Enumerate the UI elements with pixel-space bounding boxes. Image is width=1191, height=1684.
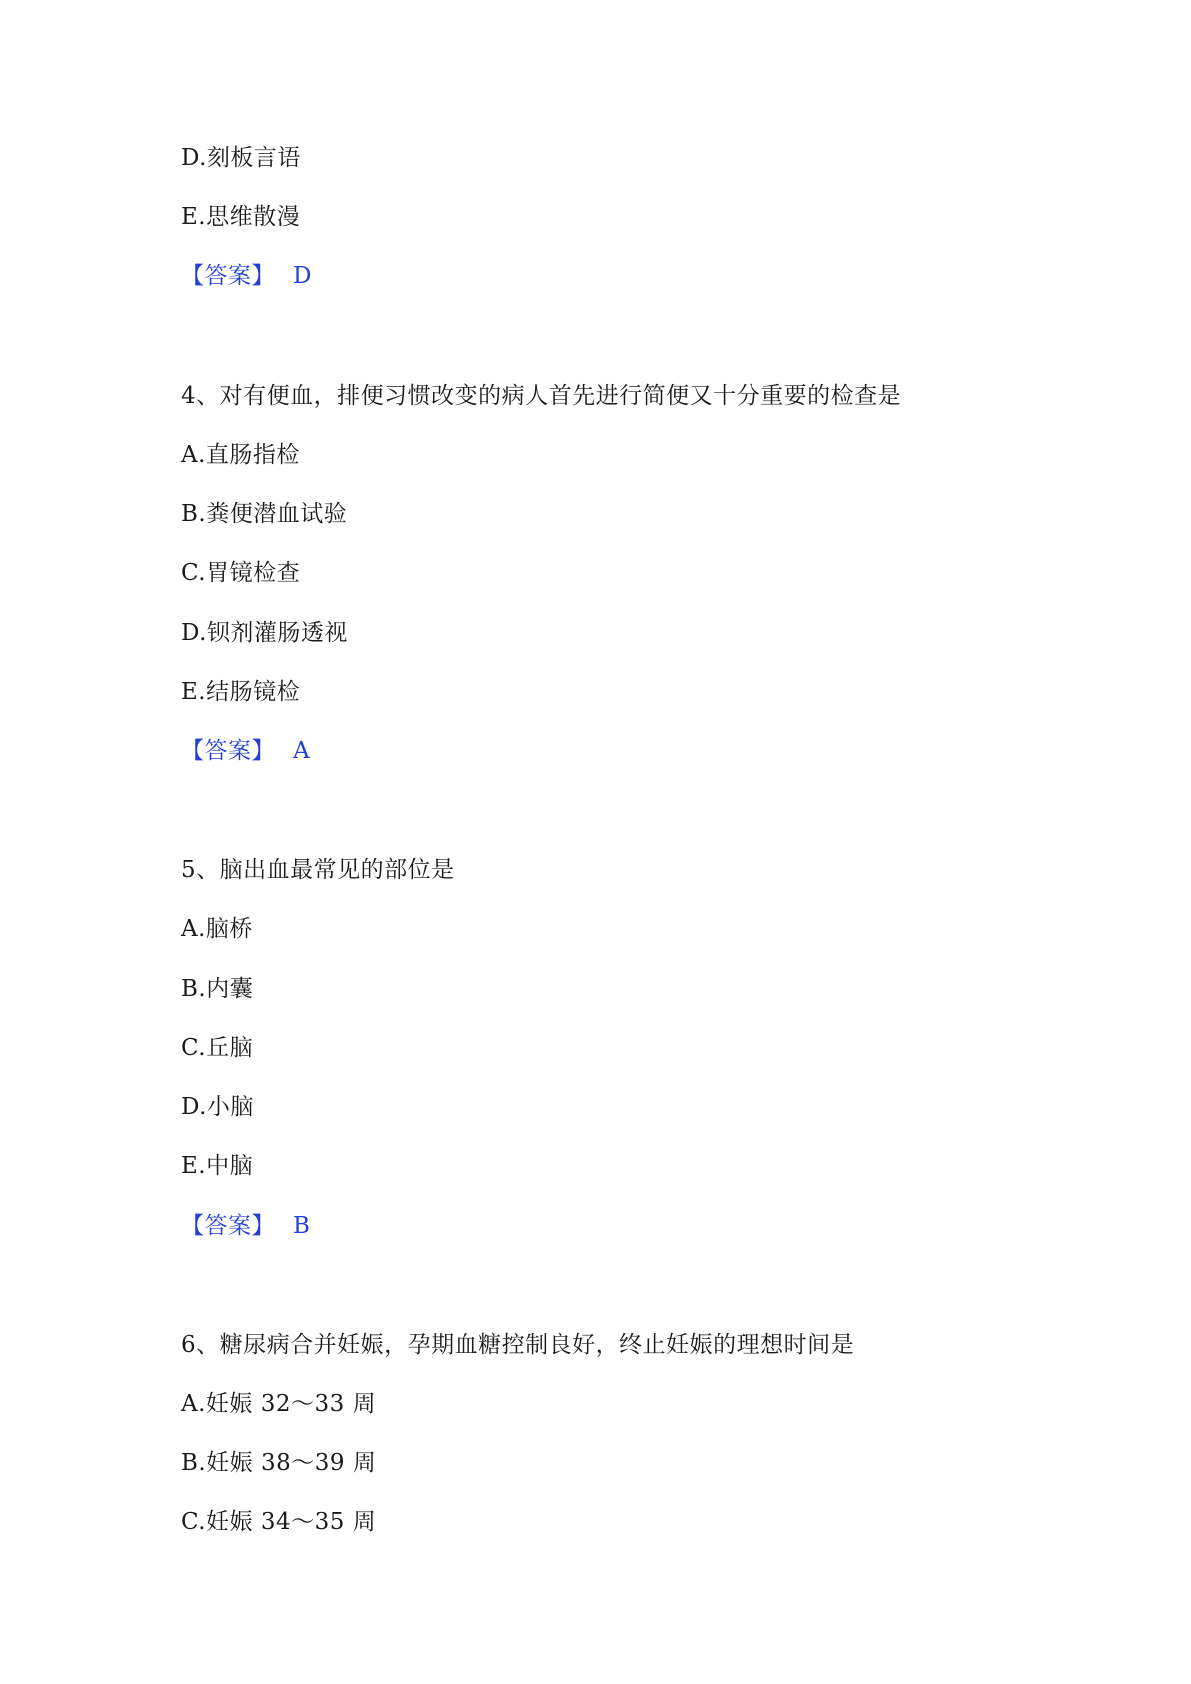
q6-option-c: C.妊娠 34～35 周	[181, 1509, 377, 1535]
q6-option-b: B.妊娠 38～39 周	[181, 1450, 377, 1476]
q4-option-a: A.直肠指检	[181, 442, 300, 468]
q4-option-c: C.胃镜检查	[181, 560, 301, 586]
q5-option-c: C.丘脑	[181, 1035, 254, 1061]
answer-label: 【答案】	[181, 1213, 275, 1239]
q4-answer	[181, 736, 310, 766]
q5-option-e: E.中脑	[181, 1153, 254, 1179]
q5-option-d: D.小脑	[181, 1094, 254, 1120]
q3-answer	[181, 261, 312, 291]
q4-option-e: E.结肠镜检	[181, 679, 301, 705]
answer-value: A	[293, 738, 311, 764]
q3-option-e: E.思维散漫	[181, 204, 301, 230]
q5-option-a: A.脑桥	[181, 916, 253, 942]
answer-value: B	[293, 1213, 311, 1239]
q4-stem: 4、对有便血，排便习惯改变的病人首先进行简便又十分重要的检查是	[181, 383, 902, 409]
q3-option-d: D.刻板言语	[181, 145, 301, 171]
answer-value: D	[293, 263, 312, 289]
q4-option-d: D.钡剂灌肠透视	[181, 620, 348, 646]
q4-option-b: B.粪便潜血试验	[181, 501, 348, 527]
q6-stem: 6、糖尿病合并妊娠，孕期血糖控制良好，终止妊娠的理想时间是	[181, 1332, 855, 1358]
answer-label: 【答案】	[181, 738, 275, 764]
q6-option-a: A.妊娠 32～33 周	[181, 1391, 377, 1417]
q5-answer	[181, 1211, 310, 1241]
answer-label: 【答案】	[181, 263, 275, 289]
q5-stem: 5、脑出血最常见的部位是	[181, 857, 455, 883]
q5-option-b: B.内囊	[181, 976, 254, 1002]
